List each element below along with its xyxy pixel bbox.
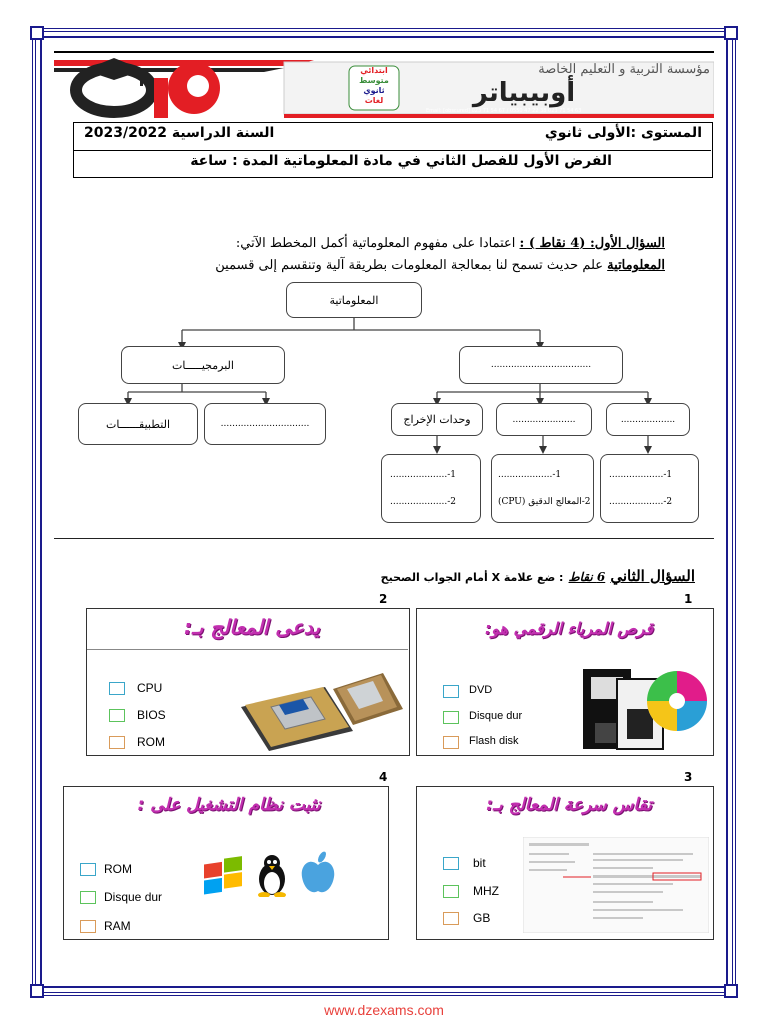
question-card-4 (63, 786, 389, 940)
diagram-sub-middle (491, 454, 594, 523)
card-1-title: قرص المرياء الرقمي هو: (484, 619, 654, 638)
card-4-title: نثبت نظام التشغيل على : (137, 795, 321, 815)
system-properties-screenshot (523, 837, 709, 933)
q2-title: السؤال الثاني (610, 567, 695, 585)
diagram-hardware-blank[interactable]: ................................... (459, 346, 623, 384)
diagram-root-informatics: المعلوماتية (286, 282, 422, 318)
os-logos-icon (200, 849, 340, 897)
diagram-applications-box: التطبيقــــــات (78, 403, 198, 445)
diagram-sub-left (381, 454, 481, 523)
item-number-4: 4 (379, 770, 388, 784)
level-label: المستوى :الأولى ثانوي (544, 125, 702, 141)
q1-instruction: اعتمادا على مفهوم المعلوماتية أكمل المخطط الآتي: (235, 236, 520, 251)
checkbox-rom[interactable] (109, 736, 125, 749)
definition-text: علم حديث تسمح لنا بمعالجة المعلومات بطريقة آلية وتنقسم إلى قسمين (215, 258, 608, 273)
item-number-1: 1 (684, 592, 693, 606)
q2-heading (300, 566, 695, 585)
level-secondary: ثانوي (363, 86, 385, 95)
question-card-2 (86, 608, 410, 756)
q1-title: السؤال الأول: (4 نقاط ) : (519, 236, 665, 251)
q2-points: 6 نقاط (568, 570, 606, 584)
sub-left-item-1[interactable]: 1-.................... (390, 469, 456, 480)
item-number-3: 3 (684, 770, 693, 784)
school-year: السنة الدراسية 2023/2022 (84, 125, 275, 141)
sub-right-item-1[interactable]: 1-................... (609, 469, 673, 480)
item-number-2: 2 (379, 592, 388, 606)
option-disque-dur: Disque dur (469, 710, 523, 722)
option-bios: BIOS (137, 708, 166, 722)
option-cpu: CPU (137, 681, 163, 695)
floppy-cd-icon (577, 649, 709, 753)
option-dvd: DVD (469, 684, 493, 696)
diagram-hw-blank-right[interactable]: ................... (606, 403, 690, 436)
q2-instruction: : ضع علامة X أمام الجواب الصحيح (380, 571, 564, 584)
checkbox-gb[interactable] (443, 912, 459, 925)
diagram-software-box: البرمجيـــــات (121, 346, 285, 384)
checkbox-dvd[interactable] (443, 685, 459, 698)
option-ram-4: RAM (104, 919, 131, 933)
sub-right-item-2[interactable]: 2-................... (609, 497, 673, 508)
org-line: مؤسسة التربية و التعليم الخاصة (538, 62, 710, 77)
level-primary: ابتدائي (360, 66, 388, 75)
brand-name: أوبيبياتر (472, 78, 576, 108)
checkbox-ram-4[interactable] (80, 920, 96, 933)
level-languages: لغات (364, 96, 384, 105)
definition-term: المعلوماتية (607, 258, 665, 273)
question-card-3 (416, 786, 714, 940)
diagram-output-units: وحدات الإخراج (391, 403, 483, 436)
sub-left-item-2[interactable]: 2-.................... (390, 497, 456, 508)
checkbox-disque-dur[interactable] (443, 711, 459, 724)
diagram-software-blank[interactable]: ............................... (204, 403, 326, 445)
frame-corner (724, 984, 738, 998)
cpu-chip-icon (233, 659, 405, 751)
option-disque-dur-4: Disque dur (104, 890, 163, 904)
option-gb: GB (473, 911, 491, 925)
option-bit: bit (473, 856, 486, 870)
diagram-sub-right (600, 454, 699, 523)
question-card-1 (416, 608, 714, 756)
contact-line: Email: [obscured] 023 71 54 67 / 0550 47 22 38 023 71 54 63 (426, 108, 582, 114)
exam-title: الفرض الأول للفصل الثاني في مادة المعلوماتية المدة : ساعة (190, 153, 612, 169)
option-rom: ROM (137, 735, 165, 749)
checkbox-bit[interactable] (443, 857, 459, 870)
section-divider (54, 538, 714, 539)
checkbox-disque-dur-4[interactable] (80, 891, 96, 904)
checkbox-flash-disk[interactable] (443, 736, 459, 749)
sub-middle-item-1[interactable]: 1-................... (498, 469, 562, 480)
checkbox-mhz[interactable] (443, 885, 459, 898)
option-rom-4: ROM (104, 862, 132, 876)
checkbox-cpu[interactable] (109, 682, 125, 695)
frame-corner (30, 984, 44, 998)
checkbox-bios[interactable] (109, 709, 125, 722)
checkbox-rom-4[interactable] (80, 863, 96, 876)
diagram-hw-blank-middle[interactable]: ...................... (496, 403, 592, 436)
card-3-title: تقاس سرعة المعالج بـ: (486, 795, 652, 815)
sub-middle-item-2: 2-المعالج الدقيق (CPU) (498, 497, 591, 508)
option-mhz: MHZ (473, 884, 499, 898)
footer-site-link[interactable]: www.dzexams.com (324, 1002, 444, 1018)
option-flash-disk: Flash disk (469, 735, 519, 747)
card-2-title: يدعى المعالج بـ: (184, 615, 320, 639)
level-middle: متوسط (359, 76, 389, 85)
